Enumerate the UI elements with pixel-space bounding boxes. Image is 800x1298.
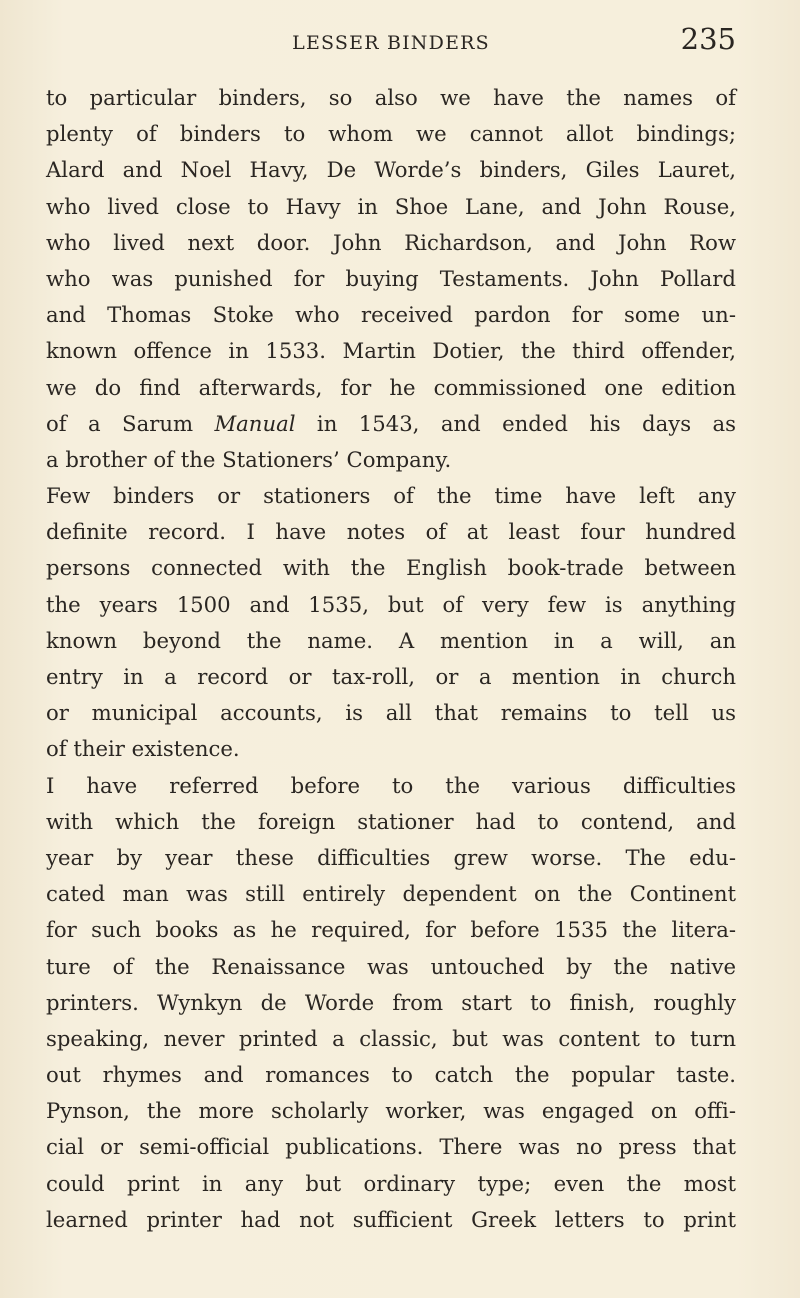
running-title: LESSER BINDERS: [292, 32, 490, 54]
text-line: speaking, never printed a classic, but was content to turn: [46, 1025, 736, 1051]
text-line: cial or semi-official publications. There was no press that: [46, 1134, 736, 1160]
text-line: printers. Wynkyn de Worde from start to finish, roughly: [46, 989, 736, 1015]
text-line: a brother of the Stationers’ Company.: [46, 446, 452, 472]
text-line: with which the foreign stationer had to contend, and: [46, 808, 736, 834]
text-line: entry in a record or tax-roll, or a mention in church: [46, 664, 736, 689]
text-line: who lived close to Havy in Shoe Lane, and John Rouse,: [46, 193, 736, 219]
text-line: known beyond the name. A mention in a will, an: [46, 627, 736, 653]
text-line: for such books as he required, for before 1535 the litera-: [46, 917, 736, 943]
text-line: year by year these difficulties grew worse. The edu-: [46, 844, 736, 870]
text-line: known offence in 1533. Martin Dotier, the third offender,: [46, 338, 736, 364]
body-text: [46, 80, 736, 1238]
text-line-with-italic: [46, 406, 736, 442]
text-line: cated man was still entirely dependent on the Continent: [46, 881, 736, 907]
book-title-italic: Manual: [214, 410, 296, 436]
text-line: Pynson, the more scholarly worker, was engaged on offi-: [46, 1098, 736, 1124]
text-line: could print in any but ordinary type; even the most: [46, 1170, 736, 1196]
text-line: to particular binders, so also we have the names of: [46, 85, 736, 110]
text-line: the years 1500 and 1535, but of very few is anything: [46, 591, 736, 617]
text-line: or municipal accounts, is all that remains to tell us: [46, 700, 736, 726]
text-line: who lived next door. John Richardson, and John Row: [46, 229, 736, 255]
paragraph-start-line: I have referred before to the various difficulties: [46, 772, 736, 798]
page-number: 235: [680, 22, 736, 56]
paragraph-start-line: Few binders or stationers of the time have left any: [46, 483, 736, 509]
text-line: learned printer had not sufficient Greek letters to print: [46, 1206, 736, 1232]
text-line: ture of the Renaissance was untouched by the native: [46, 953, 736, 979]
text-line: persons connected with the English book-trade between: [46, 555, 736, 581]
text-line: definite record. I have notes of at least four hundred: [46, 519, 736, 545]
line-part-after: in 1543, and ended his days as: [295, 410, 736, 436]
text-line: and Thomas Stoke who received pardon for some un-: [46, 302, 736, 328]
running-head: [46, 14, 736, 64]
text-line: of their existence.: [46, 736, 240, 762]
text-line: we do find afterwards, for he commissioned one edition: [46, 374, 736, 400]
text-line: out rhymes and romances to catch the popular taste.: [46, 1062, 736, 1088]
line-part-before: of a Sarum: [46, 410, 215, 436]
text-line: who was punished for buying Testaments. John Pollard: [46, 265, 736, 291]
text-line: Alard and Noel Havy, De Worde’s binders, Giles Lauret,: [46, 157, 736, 183]
text-line: plenty of binders to whom we cannot allot bindings;: [46, 121, 736, 147]
